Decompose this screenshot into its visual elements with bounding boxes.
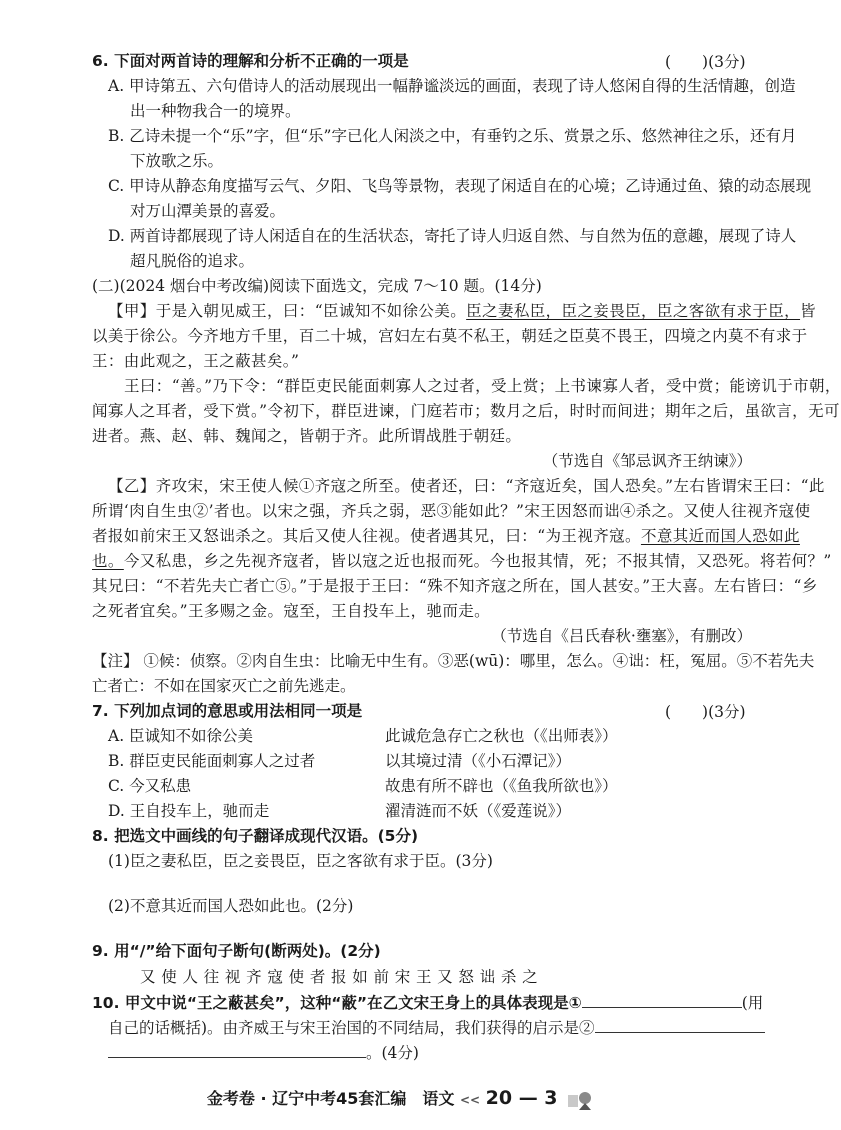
q7-option-b-left: B. 群臣吏民能面刺寡人之过者 bbox=[108, 752, 316, 770]
q6-option-c-cont: 对万山潭美景的喜爱。 bbox=[130, 202, 286, 220]
q6-option-a-cont: 出一种物我合一的境界。 bbox=[130, 102, 301, 120]
q9-stem: 9. 用“/”给下面句子断句(断两处)。(2分) bbox=[92, 942, 381, 960]
q8-stem: 8. 把选文中画线的句子翻译成现代汉语。(5分) bbox=[92, 827, 419, 845]
q10-answer-blank-2[interactable] bbox=[595, 1018, 765, 1033]
page-number: 20 — 3 bbox=[485, 1087, 558, 1109]
q10-answer-blank-2-cont[interactable] bbox=[108, 1043, 366, 1058]
q9-sentence: 又 使 人 往 视 齐 寇 使 者 报 如 前 宋 王 又 怒 诎 杀 之 bbox=[140, 968, 538, 986]
q10-line-3: 。(4分) bbox=[108, 1042, 419, 1064]
passage-jia-line-2: 以美于徐公。今齐地方千里，百二十城，宫妇左右莫不私王，朝廷之臣莫不畏王，四境之内莫不有求于 bbox=[92, 327, 808, 345]
q6-option-d: D. 两首诗都展现了诗人闲适自在的生活状态，寄托了诗人归返自然、与自然为伍的意趣，展现了诗人 bbox=[108, 227, 797, 245]
underlined-sentence-2: 不意其近而国人恐如此 bbox=[640, 527, 800, 545]
q8-sub-1: (1)臣之妻私臣，臣之妾畏臣，臣之客欲有求于臣。(3分) bbox=[108, 852, 493, 870]
q7-option-d-left: D. 王自投车上，驰而走 bbox=[108, 802, 270, 820]
q7-option-c-left: C. 今又私患 bbox=[108, 777, 192, 795]
passage-jia-line-3: 王：由此观之，王之蔽甚矣。” bbox=[92, 352, 300, 370]
footer-text: 金考卷 · 辽宁中考45套汇编 语文 bbox=[206, 1089, 455, 1108]
passage-yi-line-3: 者报如前宋王又怒诎杀之。其后又使人往视。使者遇其兄，曰：“为王视齐寇。不意其近而国人恐如此 bbox=[92, 527, 800, 545]
mascot-logo-icon bbox=[567, 1089, 593, 1111]
q10-line-2: 自己的话概括)。由齐威王与宋王治国的不同结局，我们获得的启示是② bbox=[108, 1017, 765, 1039]
q7-option-a-right: 此诚危急存亡之秋也（《出师表》） bbox=[385, 727, 618, 745]
section-intro: (二)(2024 烟台中考改编)阅读下面选文，完成 7～10 题。(14分) bbox=[92, 277, 542, 295]
q10-line-1: 10. 甲文中说“王之蔽甚矣”，这种“蔽”在乙文宋王身上的具体表现是① (用 bbox=[92, 994, 764, 1012]
q7-option-a-left: A. 臣诚知不如徐公美 bbox=[108, 727, 254, 745]
q6-option-a: A. 甲诗第五、六句借诗人的活动展现出一幅静谧淡远的画面，表现了诗人悠闲自得的生活情趣，创造 bbox=[108, 77, 796, 95]
q6-option-d-cont: 超凡脱俗的追求。 bbox=[130, 252, 255, 270]
q7-stem: 7. 下列加点词的意思或用法相同一项是 bbox=[92, 702, 363, 720]
passage-jia-line-5: 闻寡人之耳者，受下赏。”令初下，群臣进谏，门庭若市；数月之后，时时而间进；期年之后，虽欲言，无可 bbox=[92, 402, 840, 420]
q7-option-c-right: 故患有所不辟也（《鱼我所欲也》） bbox=[385, 777, 618, 795]
q8-sub-2: (2)不意其近而国人恐如此也。(2分) bbox=[108, 897, 354, 915]
passage-jia-line-6: 进者。燕、赵、韩、魏闻之，皆朝于齐。此所谓战胜于朝廷。 bbox=[92, 427, 522, 445]
notes-line-2: 亡者亡：不如在国家灭亡之前先逃走。 bbox=[92, 677, 356, 695]
passage-yi-line-2: 所谓‘肉自生虫②’者也。以宋之强，齐兵之弱，恶③能如此？”宋王因怒而诎④杀之。又使人往视齐寇使 bbox=[92, 502, 811, 520]
q10-answer-blank-1[interactable] bbox=[582, 993, 742, 1008]
page-footer: 金考卷 · 辽宁中考45套汇编 语文 << 20 — 3 bbox=[0, 1086, 800, 1111]
q7-option-d-right: 濯清涟而不妖（《爱莲说》） bbox=[385, 802, 572, 820]
passage-yi-line-1: 【乙】齐攻宋，宋王使人候①齐寇之所至。使者还，曰：“齐寇近矣，国人恐矣。”左右皆谓宋王曰：“此 bbox=[108, 477, 825, 495]
q6-option-b-cont: 下放歌之乐。 bbox=[130, 152, 224, 170]
underlined-sentence-2-end: 也。 bbox=[92, 552, 124, 570]
q6-score: ( )(3分) bbox=[665, 53, 746, 71]
passage-jia-line-4: 王曰：“善。”乃下令：“群臣吏民能面刺寡人之过者，受上赏；上书谏寡人者，受中赏；能谤讥于市朝， bbox=[124, 377, 841, 395]
q7-option-b-right: 以其境过清（《小石潭记》） bbox=[385, 752, 572, 770]
passage-yi-line-6: 之死者宜矣。”王多赐之金。寇至，王自投车上，驰而走。 bbox=[92, 602, 491, 620]
q6-option-c: C. 甲诗从静态角度描写云气、夕阳、飞鸟等景物，表现了闲适自在的心境；乙诗通过鱼、猿的动态展现 bbox=[108, 177, 812, 195]
q7-score: ( )(3分) bbox=[665, 703, 746, 721]
q6-stem: 6. 下面对两首诗的理解和分析不正确的一项是 bbox=[92, 52, 409, 70]
passage-yi-source: （节选自《吕氏春秋·壅塞》，有删改） bbox=[491, 627, 752, 645]
q6-option-b: B. 乙诗未提一个“乐”字，但“乐”字已化人闲淡之中，有垂钓之乐、赏景之乐、悠然神往之乐，还有月 bbox=[108, 127, 797, 145]
notes-line-1: 【注】 ①候：侦察。②肉自生虫：比喻无中生有。③恶(wū)：哪里，怎么。④诎：枉，冤屈。⑤不若先夫 bbox=[92, 652, 815, 670]
passage-yi-line-4: 也。今又私患，乡之先视齐寇者，皆以寇之近也报而死。今也报其情，死；不报其情，又恐死。将若何？” bbox=[92, 552, 832, 570]
underlined-sentence-1: 臣之妻私臣，臣之妾畏臣，臣之客欲有求于臣， bbox=[466, 302, 801, 320]
passage-yi-line-5: 其兄曰：“不若先夫亡者亡⑤。”于是报于王曰：“殊不知齐寇之所在，国人甚安。”王大喜。左右皆曰：“乡 bbox=[92, 577, 818, 595]
passage-jia-source: （节选自《邹忌讽齐王纳谏》） bbox=[542, 452, 752, 470]
passage-jia-line-1: 【甲】于是入朝见威王，曰：“臣诚知不如徐公美。臣之妻私臣，臣之妾畏臣，臣之客欲有求于臣，皆 bbox=[108, 302, 816, 320]
